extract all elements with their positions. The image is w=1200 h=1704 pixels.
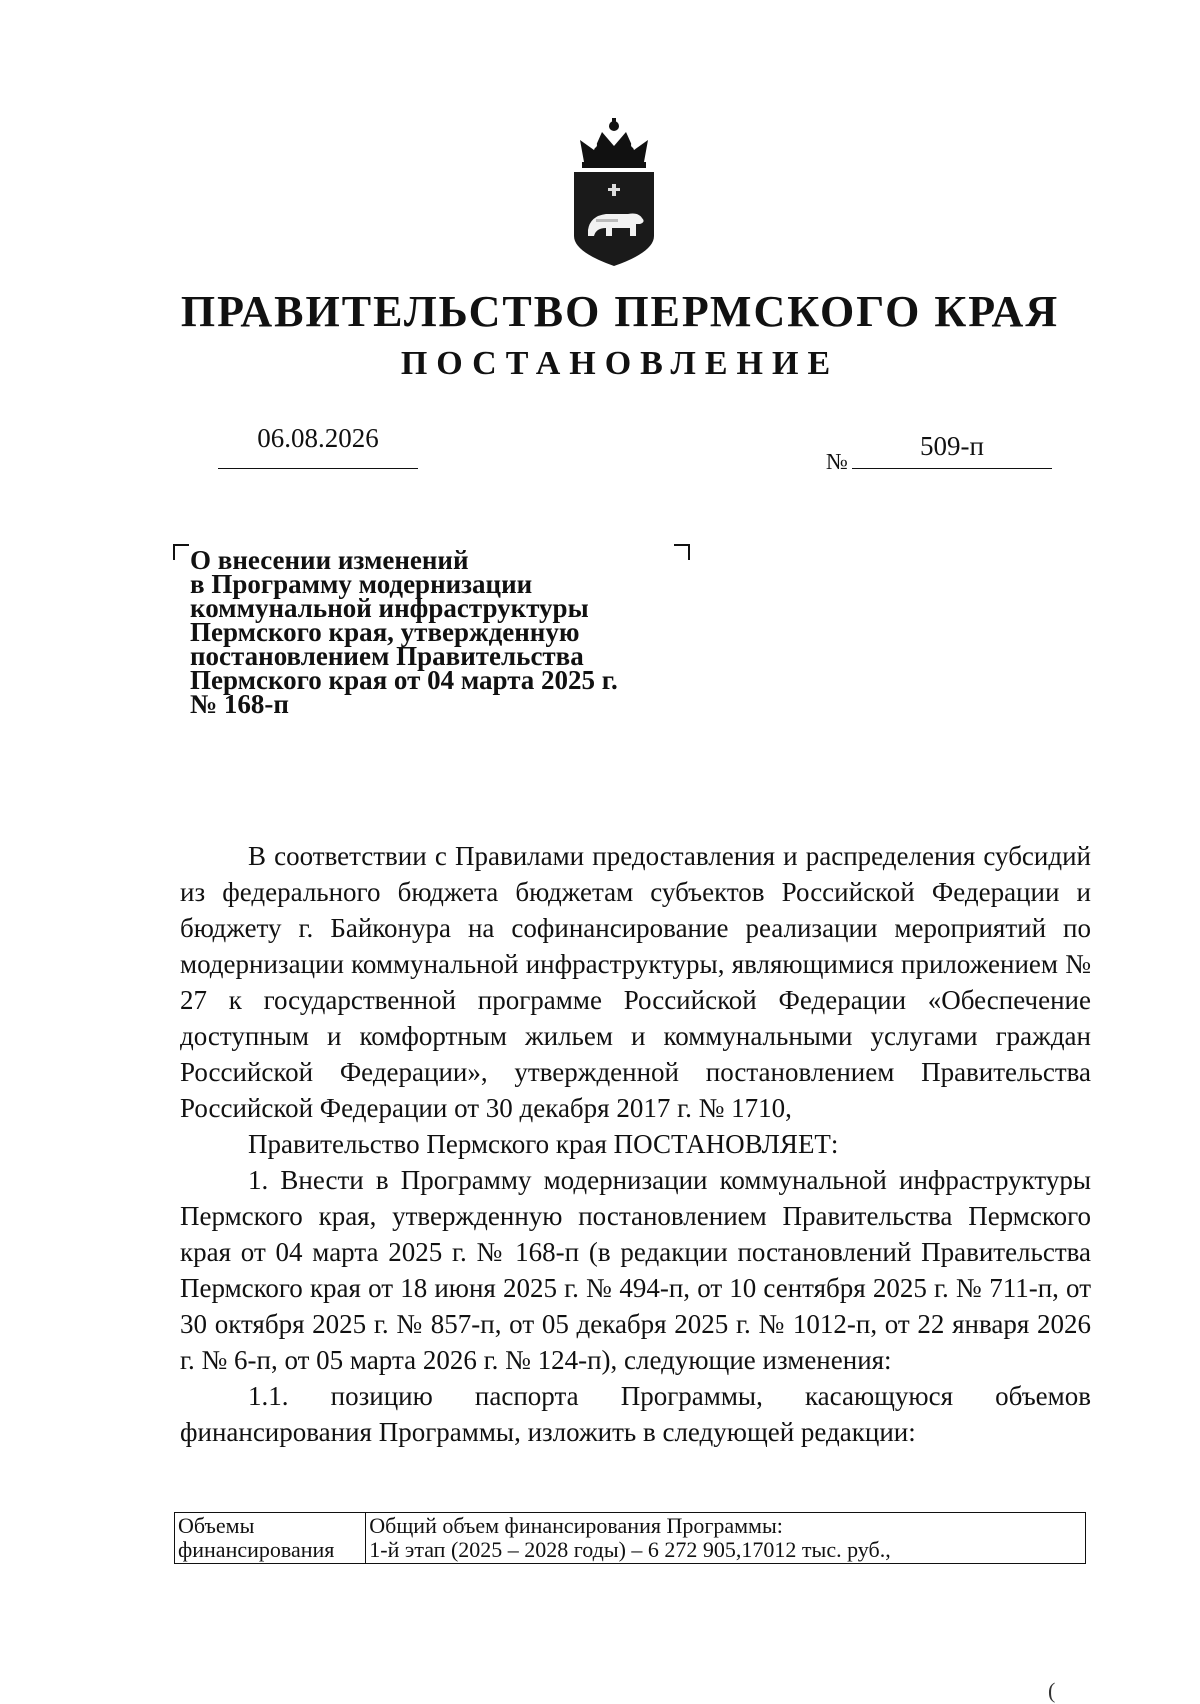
- document-type-heading: ПОСТАНОВЛЕНИЕ: [400, 345, 840, 382]
- document-body: [180, 838, 1091, 1450]
- subject-line: постановлением Правительства: [190, 641, 584, 671]
- document-date: 06.08.2026: [257, 423, 379, 453]
- body-paragraph: Правительство Пермского края ПОСТАНОВЛЯЕТ:: [248, 1129, 839, 1159]
- subject-line: коммунальной инфраструктуры: [190, 593, 589, 623]
- table-cell-content: [366, 1513, 1086, 1564]
- body-paragraph: 1.1. позицию паспорта Программы, касающуюся объемов финансирования Программы, изложить в следующей редакции:: [180, 1381, 1091, 1447]
- coat-of-arms-icon: [566, 118, 662, 268]
- subject-bracket-left: [173, 544, 189, 560]
- cell-line: финансирования: [178, 1537, 335, 1562]
- cell-line: Объемы: [178, 1513, 255, 1538]
- table-row: [175, 1513, 1086, 1564]
- financing-table: [174, 1512, 1086, 1564]
- subject-line: О внесении изменений: [190, 545, 469, 575]
- subject-line: № 168-п: [190, 689, 289, 719]
- subject-line: Пермского края от 04 марта 2025 г.: [190, 665, 618, 695]
- cell-line: 1-й этап (2025 – 2028 годы) – 6 272 905,17012 тыс. руб.,: [369, 1537, 891, 1562]
- number-underline: [852, 468, 1052, 469]
- body-paragraph: 1. Внести в Программу модернизации коммунальной инфраструктуры Пермского края, утвержденную постановлением Правительства Пермского края от 04 марта 2025 г. № 168-п (в редакции постановлений Правительства Пермского края от 18 июня 2025 г. № 494-п, от 10 сентября 2025 г. № 711-п, от 30 октября 2025 г. № 857-п, от 05 декабря 2025 г. № 1012-п, от 22 января 2026 г. № 6-п, от 05 марта 2026 г. № 124-п), следующие изменения:: [180, 1165, 1091, 1375]
- organization-title: ПРАВИТЕЛЬСТВО ПЕРМСКОГО КРАЯ: [180, 287, 1060, 336]
- date-underline: [218, 468, 418, 469]
- document-subject: [190, 545, 680, 719]
- body-paragraph: В соответствии с Правилами предоставления и распределения субсидий из федерального бюджета бюджетам субъектов Российской Федерации и бюджету г. Байконура на софинансирование реализации мероприятий по модернизации коммунальной инфраструктуры, являющимися приложением № 27 к государственной программе Российской Федерации «Обеспечение доступным и комфортным жильем и коммунальными услугами граждан Российской Федерации», утвержденной постановлением Правительства Российской Федерации от 30 декабря 2017 г. № 1710,: [180, 841, 1091, 1123]
- cell-line: Общий объем финансирования Программы:: [369, 1513, 783, 1538]
- subject-line: в Программу модернизации: [190, 569, 533, 599]
- document-number: 509-п: [920, 431, 984, 461]
- scan-mark: (: [1048, 1678, 1056, 1703]
- subject-line: Пермского края, утвержденную: [190, 617, 580, 647]
- number-sign: №: [826, 449, 848, 474]
- table-cell-label: [175, 1513, 366, 1564]
